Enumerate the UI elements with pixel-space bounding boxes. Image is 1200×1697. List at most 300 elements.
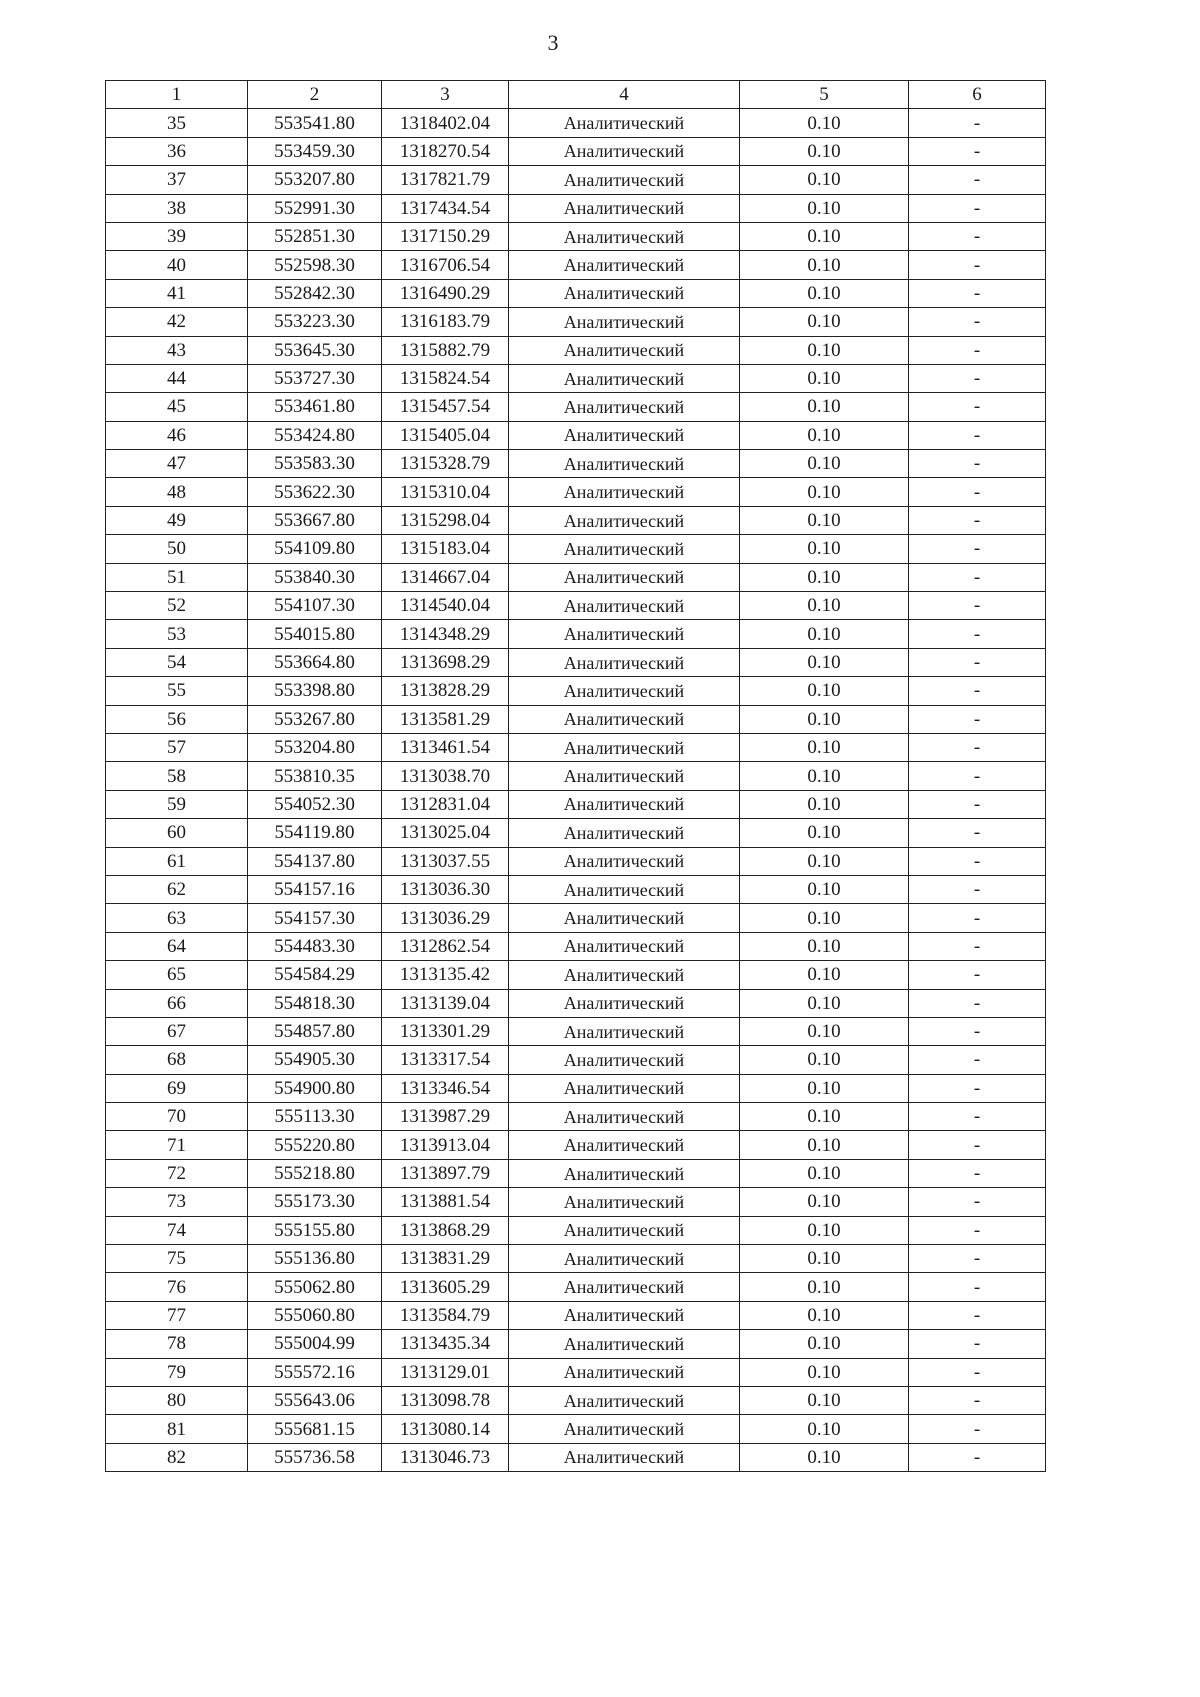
- cell-note: -: [909, 1074, 1046, 1102]
- cell-accuracy: 0.10: [740, 421, 909, 449]
- cell-method: Аналитический: [509, 1159, 740, 1187]
- cell-point-number: 73: [106, 1188, 248, 1216]
- cell-accuracy: 0.10: [740, 137, 909, 165]
- cell-coordinate-x: 554107.30: [248, 592, 382, 620]
- cell-note: -: [909, 421, 1046, 449]
- cell-point-number: 80: [106, 1386, 248, 1414]
- cell-point-number: 37: [106, 166, 248, 194]
- cell-accuracy: 0.10: [740, 251, 909, 279]
- cell-method: Аналитический: [509, 1330, 740, 1358]
- cell-accuracy: 0.10: [740, 535, 909, 563]
- cell-accuracy: 0.10: [740, 1386, 909, 1414]
- table-row: [106, 819, 1046, 847]
- cell-note: -: [909, 506, 1046, 534]
- cell-accuracy: 0.10: [740, 364, 909, 392]
- cell-method: Аналитический: [509, 222, 740, 250]
- table-row: [106, 961, 1046, 989]
- cell-method: Аналитический: [509, 875, 740, 903]
- cell-coordinate-x: 555572.16: [248, 1358, 382, 1386]
- cell-coordinate-x: 555736.58: [248, 1443, 382, 1471]
- cell-coordinate-x: 554900.80: [248, 1074, 382, 1102]
- cell-note: -: [909, 109, 1046, 137]
- table-row: [106, 364, 1046, 392]
- cell-coordinate-x: 555681.15: [248, 1415, 382, 1443]
- cell-accuracy: 0.10: [740, 109, 909, 137]
- cell-method: Аналитический: [509, 364, 740, 392]
- cell-method: Аналитический: [509, 1386, 740, 1414]
- cell-coordinate-y: 1317821.79: [382, 166, 509, 194]
- table-row: [106, 847, 1046, 875]
- cell-accuracy: 0.10: [740, 932, 909, 960]
- cell-accuracy: 0.10: [740, 1159, 909, 1187]
- cell-method: Аналитический: [509, 932, 740, 960]
- cell-accuracy: 0.10: [740, 705, 909, 733]
- cell-note: -: [909, 790, 1046, 818]
- cell-method: Аналитический: [509, 705, 740, 733]
- cell-coordinate-x: 553461.80: [248, 393, 382, 421]
- cell-point-number: 66: [106, 989, 248, 1017]
- cell-note: -: [909, 336, 1046, 364]
- cell-point-number: 42: [106, 308, 248, 336]
- table-row: [106, 166, 1046, 194]
- cell-coordinate-x: 553398.80: [248, 677, 382, 705]
- cell-accuracy: 0.10: [740, 166, 909, 194]
- cell-note: -: [909, 847, 1046, 875]
- table-row: [106, 194, 1046, 222]
- cell-note: -: [909, 989, 1046, 1017]
- cell-coordinate-y: 1316706.54: [382, 251, 509, 279]
- cell-note: -: [909, 1386, 1046, 1414]
- table-row: [106, 1074, 1046, 1102]
- cell-coordinate-x: 553622.30: [248, 478, 382, 506]
- cell-note: -: [909, 1245, 1046, 1273]
- cell-point-number: 49: [106, 506, 248, 534]
- cell-point-number: 78: [106, 1330, 248, 1358]
- cell-point-number: 67: [106, 1017, 248, 1045]
- cell-note: -: [909, 677, 1046, 705]
- cell-method: Аналитический: [509, 648, 740, 676]
- cell-coordinate-y: 1316183.79: [382, 308, 509, 336]
- cell-method: Аналитический: [509, 535, 740, 563]
- cell-coordinate-x: 554157.30: [248, 904, 382, 932]
- cell-accuracy: 0.10: [740, 1046, 909, 1074]
- coordinates-table: [105, 80, 1046, 1472]
- cell-method: Аналитический: [509, 251, 740, 279]
- cell-coordinate-x: 553267.80: [248, 705, 382, 733]
- cell-coordinate-x: 553204.80: [248, 733, 382, 761]
- cell-coordinate-y: 1313828.29: [382, 677, 509, 705]
- cell-note: -: [909, 535, 1046, 563]
- cell-accuracy: 0.10: [740, 336, 909, 364]
- cell-coordinate-y: 1313831.29: [382, 1245, 509, 1273]
- cell-note: -: [909, 308, 1046, 336]
- cell-coordinate-y: 1315298.04: [382, 506, 509, 534]
- cell-method: Аналитический: [509, 506, 740, 534]
- cell-coordinate-x: 552598.30: [248, 251, 382, 279]
- cell-coordinate-y: 1313098.78: [382, 1386, 509, 1414]
- cell-accuracy: 0.10: [740, 875, 909, 903]
- cell-coordinate-y: 1317434.54: [382, 194, 509, 222]
- cell-coordinate-y: 1313435.34: [382, 1330, 509, 1358]
- cell-point-number: 47: [106, 450, 248, 478]
- cell-accuracy: 0.10: [740, 620, 909, 648]
- cell-note: -: [909, 1273, 1046, 1301]
- table-row: [106, 563, 1046, 591]
- cell-point-number: 69: [106, 1074, 248, 1102]
- table-row: [106, 421, 1046, 449]
- cell-coordinate-y: 1315824.54: [382, 364, 509, 392]
- cell-coordinate-x: 555173.30: [248, 1188, 382, 1216]
- cell-coordinate-y: 1313584.79: [382, 1301, 509, 1329]
- cell-method: Аналитический: [509, 790, 740, 818]
- cell-note: -: [909, 904, 1046, 932]
- cell-method: Аналитический: [509, 733, 740, 761]
- table-row: [106, 989, 1046, 1017]
- cell-coordinate-y: 1314348.29: [382, 620, 509, 648]
- cell-coordinate-y: 1313037.55: [382, 847, 509, 875]
- cell-coordinate-y: 1313038.70: [382, 762, 509, 790]
- table-row: [106, 875, 1046, 903]
- table-row: [106, 222, 1046, 250]
- cell-note: -: [909, 563, 1046, 591]
- cell-accuracy: 0.10: [740, 563, 909, 591]
- cell-note: -: [909, 620, 1046, 648]
- cell-note: -: [909, 1017, 1046, 1045]
- cell-method: Аналитический: [509, 478, 740, 506]
- cell-point-number: 52: [106, 592, 248, 620]
- table-row: [106, 592, 1046, 620]
- cell-point-number: 40: [106, 251, 248, 279]
- cell-note: -: [909, 251, 1046, 279]
- cell-point-number: 56: [106, 705, 248, 733]
- cell-coordinate-y: 1313135.42: [382, 961, 509, 989]
- cell-accuracy: 0.10: [740, 1074, 909, 1102]
- table-row: [106, 506, 1046, 534]
- cell-method: Аналитический: [509, 819, 740, 847]
- cell-note: -: [909, 166, 1046, 194]
- cell-accuracy: 0.10: [740, 1245, 909, 1273]
- cell-point-number: 41: [106, 279, 248, 307]
- cell-method: Аналитический: [509, 1074, 740, 1102]
- table-row: [106, 535, 1046, 563]
- cell-coordinate-y: 1313317.54: [382, 1046, 509, 1074]
- cell-coordinate-x: 553645.30: [248, 336, 382, 364]
- cell-method: Аналитический: [509, 961, 740, 989]
- cell-coordinate-y: 1314667.04: [382, 563, 509, 591]
- cell-accuracy: 0.10: [740, 1188, 909, 1216]
- table-row: [106, 1046, 1046, 1074]
- table-row: [106, 1273, 1046, 1301]
- cell-note: -: [909, 222, 1046, 250]
- cell-point-number: 35: [106, 109, 248, 137]
- cell-accuracy: 0.10: [740, 393, 909, 421]
- column-header-5: 5: [740, 81, 909, 109]
- cell-accuracy: 0.10: [740, 1415, 909, 1443]
- cell-coordinate-y: 1312831.04: [382, 790, 509, 818]
- cell-coordinate-x: 553810.35: [248, 762, 382, 790]
- cell-point-number: 45: [106, 393, 248, 421]
- cell-point-number: 48: [106, 478, 248, 506]
- table-row: [106, 1159, 1046, 1187]
- cell-note: -: [909, 1415, 1046, 1443]
- cell-method: Аналитический: [509, 1301, 740, 1329]
- cell-method: Аналитический: [509, 563, 740, 591]
- cell-method: Аналитический: [509, 166, 740, 194]
- cell-method: Аналитический: [509, 1216, 740, 1244]
- table-row: [106, 109, 1046, 137]
- table-row: [106, 1330, 1046, 1358]
- page-number: 3: [547, 30, 559, 55]
- cell-coordinate-y: 1315405.04: [382, 421, 509, 449]
- cell-point-number: 50: [106, 535, 248, 563]
- cell-note: -: [909, 592, 1046, 620]
- cell-coordinate-x: 554119.80: [248, 819, 382, 847]
- cell-coordinate-y: 1313987.29: [382, 1103, 509, 1131]
- cell-note: -: [909, 194, 1046, 222]
- cell-coordinate-y: 1313046.73: [382, 1443, 509, 1471]
- table-row: [106, 677, 1046, 705]
- cell-accuracy: 0.10: [740, 1216, 909, 1244]
- cell-coordinate-x: 553667.80: [248, 506, 382, 534]
- table-row: [106, 1131, 1046, 1159]
- table-row: [106, 1017, 1046, 1045]
- table-row: [106, 932, 1046, 960]
- table-row: [106, 279, 1046, 307]
- cell-accuracy: 0.10: [740, 1358, 909, 1386]
- cell-accuracy: 0.10: [740, 790, 909, 818]
- cell-coordinate-x: 552991.30: [248, 194, 382, 222]
- cell-accuracy: 0.10: [740, 450, 909, 478]
- cell-accuracy: 0.10: [740, 819, 909, 847]
- cell-coordinate-x: 554109.80: [248, 535, 382, 563]
- cell-coordinate-y: 1315457.54: [382, 393, 509, 421]
- table-row: [106, 137, 1046, 165]
- cell-method: Аналитический: [509, 137, 740, 165]
- cell-accuracy: 0.10: [740, 762, 909, 790]
- cell-note: -: [909, 1188, 1046, 1216]
- cell-point-number: 43: [106, 336, 248, 364]
- cell-method: Аналитический: [509, 904, 740, 932]
- cell-accuracy: 0.10: [740, 1273, 909, 1301]
- cell-coordinate-x: 555643.06: [248, 1386, 382, 1414]
- cell-accuracy: 0.10: [740, 847, 909, 875]
- cell-note: -: [909, 762, 1046, 790]
- table-row: [106, 620, 1046, 648]
- cell-method: Аналитический: [509, 620, 740, 648]
- cell-point-number: 65: [106, 961, 248, 989]
- cell-method: Аналитический: [509, 1358, 740, 1386]
- table-row: [106, 336, 1046, 364]
- cell-point-number: 62: [106, 875, 248, 903]
- cell-method: Аналитический: [509, 393, 740, 421]
- cell-coordinate-x: 554157.16: [248, 875, 382, 903]
- table-row: [106, 648, 1046, 676]
- cell-note: -: [909, 875, 1046, 903]
- cell-point-number: 64: [106, 932, 248, 960]
- cell-coordinate-y: 1313581.29: [382, 705, 509, 733]
- cell-coordinate-y: 1315328.79: [382, 450, 509, 478]
- table-row: [106, 308, 1046, 336]
- cell-accuracy: 0.10: [740, 506, 909, 534]
- table-body: [106, 109, 1046, 1472]
- cell-accuracy: 0.10: [740, 904, 909, 932]
- table-row: [106, 790, 1046, 818]
- cell-coordinate-x: 555218.80: [248, 1159, 382, 1187]
- cell-note: -: [909, 1358, 1046, 1386]
- cell-coordinate-y: 1313605.29: [382, 1273, 509, 1301]
- table-row: [106, 251, 1046, 279]
- column-header-2: 2: [248, 81, 382, 109]
- cell-method: Аналитический: [509, 194, 740, 222]
- cell-point-number: 81: [106, 1415, 248, 1443]
- cell-point-number: 77: [106, 1301, 248, 1329]
- cell-coordinate-y: 1316490.29: [382, 279, 509, 307]
- cell-coordinate-y: 1313139.04: [382, 989, 509, 1017]
- cell-coordinate-x: 554584.29: [248, 961, 382, 989]
- cell-coordinate-y: 1313301.29: [382, 1017, 509, 1045]
- cell-coordinate-y: 1317150.29: [382, 222, 509, 250]
- cell-coordinate-y: 1318270.54: [382, 137, 509, 165]
- cell-point-number: 57: [106, 733, 248, 761]
- cell-coordinate-x: 555155.80: [248, 1216, 382, 1244]
- cell-point-number: 59: [106, 790, 248, 818]
- cell-coordinate-y: 1313025.04: [382, 819, 509, 847]
- cell-accuracy: 0.10: [740, 1443, 909, 1471]
- table-header-row: [106, 81, 1046, 109]
- cell-coordinate-y: 1314540.04: [382, 592, 509, 620]
- cell-point-number: 61: [106, 847, 248, 875]
- cell-accuracy: 0.10: [740, 648, 909, 676]
- table-row: [106, 733, 1046, 761]
- cell-note: -: [909, 1216, 1046, 1244]
- cell-method: Аналитический: [509, 1443, 740, 1471]
- table-row: [106, 450, 1046, 478]
- cell-note: -: [909, 819, 1046, 847]
- cell-coordinate-y: 1315310.04: [382, 478, 509, 506]
- cell-point-number: 39: [106, 222, 248, 250]
- cell-method: Аналитический: [509, 989, 740, 1017]
- cell-method: Аналитический: [509, 1017, 740, 1045]
- table-row: [106, 1358, 1046, 1386]
- cell-accuracy: 0.10: [740, 733, 909, 761]
- cell-coordinate-y: 1315183.04: [382, 535, 509, 563]
- cell-coordinate-y: 1313881.54: [382, 1188, 509, 1216]
- cell-coordinate-x: 554818.30: [248, 989, 382, 1017]
- cell-point-number: 63: [106, 904, 248, 932]
- table-row: [106, 904, 1046, 932]
- cell-method: Аналитический: [509, 1046, 740, 1074]
- column-header-3: 3: [382, 81, 509, 109]
- table-row: [106, 1245, 1046, 1273]
- cell-accuracy: 0.10: [740, 1301, 909, 1329]
- cell-coordinate-x: 553541.80: [248, 109, 382, 137]
- cell-coordinate-x: 554483.30: [248, 932, 382, 960]
- table-row: [106, 1216, 1046, 1244]
- cell-accuracy: 0.10: [740, 308, 909, 336]
- cell-accuracy: 0.10: [740, 1103, 909, 1131]
- cell-method: Аналитический: [509, 1188, 740, 1216]
- cell-accuracy: 0.10: [740, 222, 909, 250]
- cell-method: Аналитический: [509, 677, 740, 705]
- cell-coordinate-x: 553583.30: [248, 450, 382, 478]
- cell-coordinate-y: 1313036.29: [382, 904, 509, 932]
- cell-note: -: [909, 932, 1046, 960]
- cell-note: -: [909, 1159, 1046, 1187]
- cell-coordinate-y: 1313129.01: [382, 1358, 509, 1386]
- cell-method: Аналитический: [509, 450, 740, 478]
- column-header-1: 1: [106, 81, 248, 109]
- cell-accuracy: 0.10: [740, 677, 909, 705]
- cell-point-number: 71: [106, 1131, 248, 1159]
- cell-coordinate-x: 555136.80: [248, 1245, 382, 1273]
- cell-coordinate-x: 554857.80: [248, 1017, 382, 1045]
- cell-point-number: 54: [106, 648, 248, 676]
- cell-coordinate-x: 553424.80: [248, 421, 382, 449]
- cell-note: -: [909, 364, 1046, 392]
- cell-method: Аналитический: [509, 1245, 740, 1273]
- cell-accuracy: 0.10: [740, 194, 909, 222]
- cell-point-number: 53: [106, 620, 248, 648]
- table-row: [106, 705, 1046, 733]
- cell-coordinate-y: 1315882.79: [382, 336, 509, 364]
- cell-note: -: [909, 1330, 1046, 1358]
- table-row: [106, 1301, 1046, 1329]
- cell-coordinate-y: 1318402.04: [382, 109, 509, 137]
- cell-point-number: 36: [106, 137, 248, 165]
- cell-note: -: [909, 1443, 1046, 1471]
- cell-point-number: 72: [106, 1159, 248, 1187]
- table-row: [106, 762, 1046, 790]
- cell-note: -: [909, 733, 1046, 761]
- cell-coordinate-x: 555220.80: [248, 1131, 382, 1159]
- cell-method: Аналитический: [509, 109, 740, 137]
- cell-coordinate-x: 552851.30: [248, 222, 382, 250]
- cell-method: Аналитический: [509, 1131, 740, 1159]
- cell-coordinate-y: 1313346.54: [382, 1074, 509, 1102]
- cell-point-number: 55: [106, 677, 248, 705]
- cell-point-number: 75: [106, 1245, 248, 1273]
- cell-point-number: 46: [106, 421, 248, 449]
- column-header-6: 6: [909, 81, 1046, 109]
- cell-coordinate-x: 555062.80: [248, 1273, 382, 1301]
- cell-coordinate-x: 553223.30: [248, 308, 382, 336]
- cell-method: Аналитический: [509, 762, 740, 790]
- table-row: [106, 1386, 1046, 1414]
- cell-point-number: 74: [106, 1216, 248, 1244]
- column-header-4: 4: [509, 81, 740, 109]
- cell-method: Аналитический: [509, 1415, 740, 1443]
- cell-accuracy: 0.10: [740, 989, 909, 1017]
- cell-note: -: [909, 393, 1046, 421]
- cell-accuracy: 0.10: [740, 1131, 909, 1159]
- cell-point-number: 38: [106, 194, 248, 222]
- cell-point-number: 51: [106, 563, 248, 591]
- table-row: [106, 1188, 1046, 1216]
- cell-coordinate-y: 1313080.14: [382, 1415, 509, 1443]
- cell-coordinate-y: 1313868.29: [382, 1216, 509, 1244]
- cell-coordinate-x: 554905.30: [248, 1046, 382, 1074]
- cell-coordinate-x: 553727.30: [248, 364, 382, 392]
- cell-coordinate-x: 553664.80: [248, 648, 382, 676]
- cell-method: Аналитический: [509, 1273, 740, 1301]
- cell-point-number: 60: [106, 819, 248, 847]
- cell-accuracy: 0.10: [740, 961, 909, 989]
- table-row: [106, 1443, 1046, 1471]
- cell-coordinate-y: 1313036.30: [382, 875, 509, 903]
- cell-accuracy: 0.10: [740, 1017, 909, 1045]
- cell-point-number: 58: [106, 762, 248, 790]
- cell-accuracy: 0.10: [740, 592, 909, 620]
